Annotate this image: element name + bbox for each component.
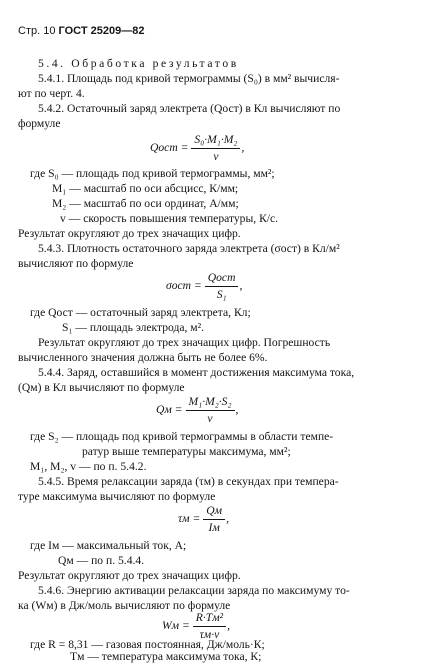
text-line: ратур выше температуры максимума, мм²; <box>82 445 291 458</box>
text-line: ют по черт. 4. <box>18 87 85 100</box>
page-header <box>18 26 144 37</box>
text-line: Результат округляют до трех значащих цифр. <box>18 569 241 582</box>
text-line: M₁ — масштаб по оси абсцисс, К/мм; <box>52 182 239 195</box>
text-line: (Qм) в Кл вычисляют по формуле <box>18 381 185 394</box>
text-line: вычисляют по формуле <box>18 257 134 270</box>
text-line: Результат округляют до трех значащих цифр. Погрешность <box>38 336 331 349</box>
text-line: M₂ — масштаб по оси ординат, А/мм; <box>52 197 239 210</box>
formula-numerator: S₀·M₁·M₂ <box>194 133 238 146</box>
text-line: Qм — по п. 5.4.4. <box>58 554 145 567</box>
formula-w-m: Wм = $\frac{\text{R·Tм²}}{\tau м\cdot v}$ , <box>162 611 230 641</box>
formula-lhs: τм = <box>178 512 201 526</box>
text-line: где R = 8,31 — газовая постоянная, Дж/моль·К; <box>30 638 265 651</box>
text-line: туре максимума вычисляют по формуле <box>18 490 216 503</box>
formula-denominator: v <box>213 149 219 163</box>
text-line: v — скорость повышения температуры, К/с. <box>60 212 279 225</box>
text-line: где S₀ — площадь под кривой термограммы, мм²; <box>30 167 275 180</box>
formula-denominator: S₁ <box>216 287 227 301</box>
formula-lhs: Wм = <box>162 619 190 633</box>
text-line: 5.4.5. Время релаксации заряда (τм) в секундах при темпера- <box>38 475 339 488</box>
text-line: M₁, M₂, v — по п. 5.4.2. <box>30 460 147 473</box>
formula-numerator: M₁·M₂·S₂ <box>188 395 232 408</box>
formula-lhs: Qм = <box>156 403 183 417</box>
formula-denominator: v <box>207 411 213 425</box>
formula-lhs: Qост = <box>150 141 189 155</box>
formula-q-m: Qм = $\frac{\text{M₁·M₂·S₂}}{v}$ , <box>156 395 239 425</box>
formula-q-ost: Qост = $\frac{\text{S₀·M₁·M₂}}{v}$ , <box>150 133 245 163</box>
text-line: S₁ — площадь электрода, м². <box>62 321 205 334</box>
text-line: 5.4.2. Остаточный заряд электрета (Qост) в Кл вычисляют по <box>38 102 341 115</box>
text-line: 5.4.1. Площадь под кривой термограммы (S₀) в мм² вычисля- <box>38 72 340 85</box>
text-line: Результат округляют до трех значащих цифр. <box>18 227 241 240</box>
text-line: где Iм — максимальный ток, А; <box>30 539 187 552</box>
section-title: 5.4. Обработка результатов <box>38 57 239 70</box>
text-line: 5.4.6. Энергию активации релаксации заряда по максимуму то- <box>38 584 350 597</box>
text-line: где Qост — остаточный заряд электрета, Кл; <box>30 306 251 319</box>
formula-denominator: τм·v <box>199 627 220 641</box>
text-line: где S₂ — площадь под кривой термограммы в области темпе- <box>30 430 334 443</box>
standard-number: ГОСТ 25209—82 <box>58 25 145 37</box>
text-line: 5.4.3. Плотность остаточного заряда электрета (σост) в Кл/м² <box>38 242 340 255</box>
formula-numerator: Qм <box>206 504 223 517</box>
text-line: Tм — температура максимума тока, К; <box>70 650 262 663</box>
formula-lhs: σост = <box>166 279 202 293</box>
text-line: 5.4.4. Заряд, оставшийся в момент достижения максимума тока, <box>38 366 355 379</box>
text-line: ка (Wм) в Дж/моль вычисляют по формуле <box>18 599 231 612</box>
text-line: формуле <box>18 117 61 130</box>
formula-numerator: R·Tм² <box>195 611 224 624</box>
text-line: вычисленного значения должна быть не более 6%. <box>18 351 268 364</box>
formula-sigma-ost: σост = $\frac{\text{Qост}}{\text{S₁}}$ , <box>166 271 243 301</box>
formula-denominator: Iм <box>208 520 220 534</box>
formula-tau-m: τм = $\frac{Qм}{Iм}$ , <box>178 504 229 534</box>
formula-numerator: Qост <box>207 271 236 284</box>
page-number: Стр. 10 <box>18 25 56 37</box>
